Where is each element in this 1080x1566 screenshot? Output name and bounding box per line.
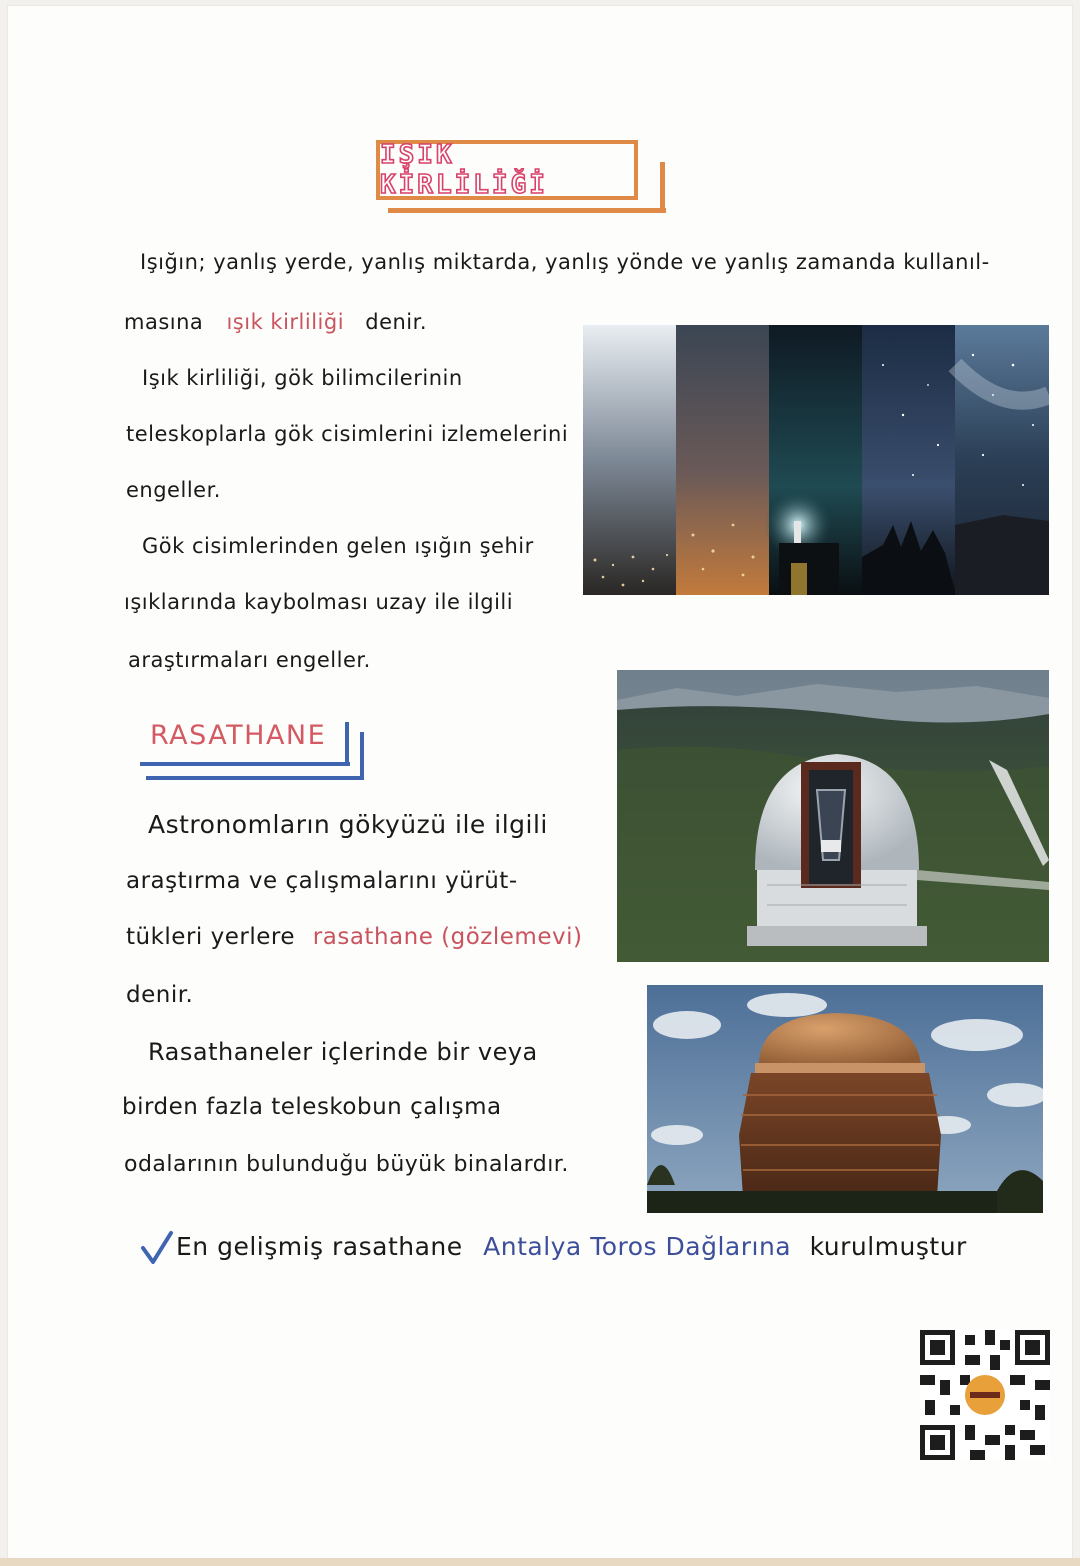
rasathane-before-term: tükleri yerlere: [126, 924, 295, 950]
effects-line-3: engeller.: [126, 478, 221, 502]
qr-code-icon: [920, 1330, 1050, 1460]
title-side-rule: [660, 162, 665, 212]
effects-line-1: Işık kirliliği, gök bilimcilerinin: [142, 366, 463, 390]
checkmark-icon: [140, 1230, 174, 1266]
page-edge: [0, 1558, 1080, 1566]
rasathane-line-2: araştırma ve çalışmalarını yürüt-: [126, 868, 518, 894]
effects-line-4: Gök cisimlerinden gelen ışığın şehir: [142, 534, 534, 558]
note-after: kurulmuştur: [809, 1232, 967, 1261]
definition-line-2: [124, 310, 427, 334]
effects-line-2: teleskoplarla gök cisimlerini izlemelerini: [126, 422, 569, 446]
copper-dome-observatory-image: [647, 985, 1043, 1213]
definition-after-term: denir.: [365, 310, 428, 334]
light-pollution-comparison-image: [583, 325, 1049, 595]
note-highlight: Antalya Toros Dağlarına: [483, 1232, 792, 1261]
definition-before-term: masına: [124, 310, 204, 334]
effects-line-6: araştırmaları engeller.: [128, 648, 371, 672]
title-underline: [388, 208, 666, 213]
note-before: En gelişmiş rasathane: [176, 1232, 463, 1261]
section-heading-rasathane: RASATHANE: [150, 720, 327, 751]
rasathane-more-3: odalarının bulunduğu büyük binalardır.: [124, 1152, 569, 1177]
rasathane-line-3: [126, 924, 582, 950]
heading-underline-2: [146, 776, 364, 780]
rasathane-more-1: Rasathaneler içlerinde bir veya: [148, 1038, 538, 1066]
heading-underline-1: [140, 762, 350, 766]
definition-line-1: Işığın; yanlış yerde, yanlış miktarda, yanlış yönde ve yanlış zamanda kullanıl-: [140, 250, 990, 274]
rasathane-more-2: birden fazla teleskobun çalışma: [122, 1094, 502, 1120]
effects-line-5: ışıklarında kaybolması uzay ile ilgili: [124, 590, 514, 614]
term-light-pollution: ışık kirliliği: [226, 310, 345, 334]
rasathane-line-4: denir.: [126, 982, 194, 1008]
final-note: [176, 1232, 967, 1261]
term-observatory: rasathane (gözlemevi): [312, 924, 583, 950]
page-title: IŞIK KİRLİLİĞİ: [380, 140, 548, 200]
heading-side-rule-2: [360, 732, 364, 780]
white-dome-observatory-image: [617, 670, 1049, 962]
title-box: [376, 140, 638, 200]
heading-side-rule-1: [345, 722, 349, 766]
rasathane-line-1: Astronomların gökyüzü ile ilgili: [148, 810, 548, 839]
